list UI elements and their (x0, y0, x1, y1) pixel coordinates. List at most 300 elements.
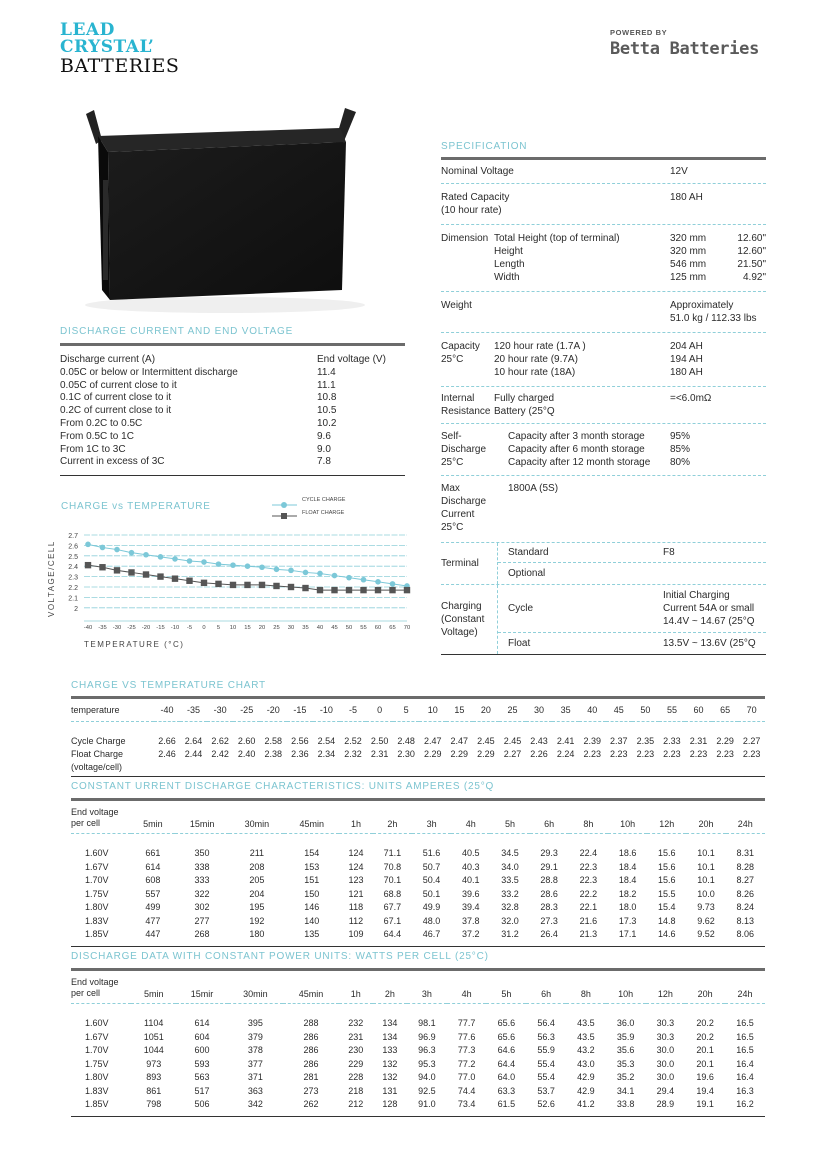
cell: 29.1 (540, 861, 558, 872)
x-tick-label: -25 (127, 625, 136, 631)
header-duration: 2h (387, 818, 398, 829)
x-axis-label: TEMPERATURE (°C) (84, 640, 185, 649)
table-header (71, 801, 765, 833)
cell: 109 (348, 929, 364, 940)
cell: 65.6 (497, 1018, 516, 1029)
cell: 2.48 (397, 735, 415, 746)
cell: 20.2 (696, 1031, 714, 1042)
storage: Capacity after 6 month storage (508, 444, 645, 455)
cell: 19.6 (696, 1072, 714, 1083)
label: 25°C (441, 457, 464, 468)
cell: 10.5 (317, 405, 337, 417)
cell: 2.58 (264, 735, 283, 746)
label: Nominal Voltage (441, 166, 514, 177)
table-row (71, 1017, 765, 1031)
chart-legend (272, 497, 346, 519)
cell: 2.32 (344, 748, 362, 759)
x-tick-label: -5 (186, 625, 193, 631)
value: 12V (670, 166, 688, 177)
cell: 499 (145, 902, 161, 913)
table-header (71, 699, 765, 721)
cell: 41.2 (577, 1099, 595, 1110)
cell: 1044 (143, 1045, 164, 1056)
cell: 19.4 (696, 1085, 714, 1096)
terminal-standard-value: F8 (663, 547, 675, 558)
cell: 10.0 (697, 888, 715, 899)
cell: 77.6 (457, 1031, 476, 1042)
x-tick-label: 30 (287, 625, 295, 631)
cell: 35.2 (616, 1072, 635, 1083)
legend-float-marker (281, 513, 287, 519)
cell: 228 (348, 1072, 364, 1083)
cycle-charge-point (216, 561, 222, 567)
float-charge-point (360, 587, 366, 593)
cell: From 1C to 3C (60, 443, 126, 455)
cell: 131 (382, 1085, 398, 1096)
header-line: per cell (71, 817, 101, 828)
cell: 77.2 (457, 1058, 476, 1069)
cell: 18.4 (618, 861, 637, 872)
cell: 10.2 (317, 417, 337, 429)
float-charge-point (404, 587, 410, 593)
x-tick-label: 35 (302, 625, 309, 631)
cell: 10.1 (697, 861, 715, 872)
cell: 2.23 (716, 748, 734, 759)
header-temp: 5 (403, 704, 409, 715)
rule (60, 343, 405, 346)
spec-weight (441, 292, 766, 332)
y-tick-label: 2.2 (68, 585, 78, 592)
label: Resistance (441, 406, 491, 417)
cell: 128 (382, 1099, 398, 1110)
power-discharge-title: DISCHARGE DATA WITH CONSTANT POWER UNITS: WATTS PER CELL (25°C) (71, 951, 489, 962)
desc: Battery (25°Q (494, 406, 555, 417)
header-duration: 8h (580, 988, 591, 999)
header-temp: -35 (187, 704, 201, 715)
cell: 371 (247, 1072, 263, 1083)
label: Rated Capacity (441, 192, 510, 203)
cell: 2.29 (450, 748, 469, 759)
cell: 56.3 (537, 1031, 555, 1042)
legend-cycle-label: CYCLE CHARGE (302, 497, 346, 503)
cell: 2.23 (689, 748, 708, 759)
label: 25°C (441, 522, 464, 533)
cell: 16.4 (736, 1058, 754, 1069)
cell: 134 (382, 1018, 398, 1029)
cell: 2.23 (663, 748, 681, 759)
cell: 33.2 (501, 888, 519, 899)
cycle-charge-point (129, 550, 135, 556)
cell: 11.4 (317, 366, 336, 378)
end-voltage: 1.60V (85, 848, 109, 859)
cell: 8.24 (736, 902, 755, 913)
cell: 64.4 (497, 1058, 516, 1069)
cell: 15.4 (658, 902, 676, 913)
float-charge-point (259, 582, 265, 588)
cell: 262 (303, 1099, 319, 1110)
discharge-current-title: DISCHARGE CURRENT AND END VOLTAGE (60, 326, 294, 337)
float-charge-point (85, 562, 91, 568)
desc: Fully charged (494, 393, 555, 404)
cell: 273 (303, 1085, 319, 1096)
cell: 153 (304, 861, 320, 872)
end-voltage: 1.85V (85, 929, 109, 940)
power-discharge-section (71, 951, 765, 1117)
label: Discharge (441, 444, 487, 455)
cell: 124 (348, 861, 364, 872)
header-temp: 30 (534, 704, 545, 715)
cell: 2.44 (184, 748, 203, 759)
cell: 2.23 (636, 748, 655, 759)
header-duration: 15mir (190, 988, 214, 999)
header-duration: 5min (143, 818, 163, 829)
cell: 2.56 (291, 735, 309, 746)
cell: 342 (247, 1099, 263, 1110)
value: Initial Charging (663, 590, 730, 601)
x-tick-label: 10 (229, 625, 237, 631)
cell: 2.23 (583, 748, 601, 759)
cell: 18.6 (618, 848, 637, 859)
cell: 118 (348, 902, 364, 913)
cell: 204 (249, 888, 265, 899)
cell: 73.4 (457, 1099, 476, 1110)
cell: 0.1C of current close to it (60, 392, 172, 404)
x-tick-label: 70 (403, 625, 411, 631)
float-charge-point (215, 581, 221, 587)
cell: 18.0 (618, 902, 637, 913)
cell: 286 (303, 1045, 319, 1056)
spec-charging (441, 585, 766, 654)
cycle-charge-point (375, 579, 381, 585)
table-row (60, 367, 405, 380)
header-temp: -25 (240, 704, 254, 715)
cell: 40.1 (462, 875, 480, 886)
cell: 557 (145, 888, 161, 899)
cell: 27.3 (540, 915, 558, 926)
y-tick-label: 2.7 (68, 533, 78, 540)
cell: 74.4 (457, 1085, 476, 1096)
table-header (71, 971, 765, 1003)
cell: 64.4 (383, 929, 402, 940)
end-voltage: 1.83V (85, 915, 109, 926)
table-row (71, 860, 765, 874)
cell: 37.2 (462, 929, 480, 940)
cell: 134 (382, 1031, 398, 1042)
cell: 22.4 (579, 848, 598, 859)
cell: 14.6 (658, 929, 676, 940)
cycle-charge-point (317, 571, 323, 577)
float-charge-point (157, 573, 163, 579)
cell: 2.45 (503, 735, 522, 746)
spec-terminal (441, 543, 766, 584)
header-duration: 8h (583, 818, 594, 829)
header-duration: 20h (698, 818, 714, 829)
header-duration: 6h (541, 988, 552, 999)
cell: 506 (194, 1099, 210, 1110)
cell: 32.0 (501, 915, 519, 926)
x-tick-label: 15 (244, 625, 251, 631)
table-row (71, 1044, 765, 1058)
table-row (71, 847, 765, 861)
spec-internal-resistance (441, 387, 766, 423)
cell: 20.2 (696, 1018, 714, 1029)
y-tick-label: 2.4 (68, 564, 78, 572)
value: 80% (670, 457, 691, 468)
header-temp: -40 (160, 704, 174, 715)
charge-vs-temperature-table (71, 699, 765, 773)
cell: 2.23 (742, 748, 761, 759)
label: Self- (441, 431, 462, 442)
header-temp: 35 (560, 704, 571, 715)
cell: 16.2 (736, 1099, 754, 1110)
cycle-charge-point (114, 547, 120, 553)
header-duration: 45min (299, 818, 324, 829)
y-tick-label: 2 (74, 605, 78, 613)
rule (441, 654, 766, 655)
float-charge-point (346, 587, 352, 593)
cell: 92.5 (418, 1085, 436, 1096)
cell: 52.6 (537, 1099, 555, 1110)
dim-mm: 320 mm (670, 246, 707, 257)
cell: 2.46 (158, 748, 176, 759)
cell: 2.30 (397, 748, 415, 759)
dim-in: 4.92" (742, 272, 766, 283)
cell: 212 (348, 1099, 364, 1110)
cell: 15.6 (658, 861, 676, 872)
cell: 10.1 (697, 848, 715, 859)
header-temp: -30 (213, 704, 227, 715)
cell: 2.39 (583, 735, 601, 746)
y-axis-label: VOLTAGE/CELL (47, 540, 56, 617)
cell: 288 (303, 1018, 319, 1029)
cell: 229 (348, 1058, 364, 1069)
cell: 39.6 (462, 888, 480, 899)
charging-cycle-label: Cycle (508, 603, 534, 614)
table-row (71, 887, 765, 901)
cell: 608 (145, 875, 161, 886)
header-duration: 5min (143, 988, 164, 999)
value: 194 AH (670, 354, 703, 365)
x-tick-label: 55 (360, 625, 367, 631)
cell: 95.3 (418, 1058, 436, 1069)
cell: 28.3 (540, 902, 558, 913)
cell: 56.4 (537, 1018, 555, 1029)
cell: 211 (249, 848, 265, 859)
spec-max-discharge (441, 476, 766, 542)
x-tick-label: -40 (83, 625, 93, 631)
cell: 9.0 (317, 443, 331, 455)
cell: 893 (146, 1072, 162, 1083)
current-discharge-section (71, 781, 765, 947)
rate: 10 hour rate (18A) (494, 367, 576, 378)
cell: 67.7 (383, 902, 402, 913)
cell: 150 (304, 888, 320, 899)
cell: 30.0 (656, 1072, 675, 1083)
cell: 8.31 (736, 848, 755, 859)
cell: 2.34 (317, 748, 336, 759)
value: Approximately (670, 300, 734, 311)
cell: 2.26 (530, 748, 548, 759)
header-temp: 20 (480, 704, 491, 715)
cell: 34.0 (501, 861, 519, 872)
table-row (60, 392, 405, 405)
cell: 2.29 (423, 748, 442, 759)
cell: 94.0 (418, 1072, 436, 1083)
float-charge-point (317, 587, 323, 593)
label: Current (441, 509, 475, 520)
cell: 661 (145, 848, 161, 859)
cycle-charge-point (245, 563, 251, 569)
header-duration: 10h (618, 988, 634, 999)
label: Charging (441, 601, 482, 612)
cell: 861 (146, 1085, 162, 1096)
cell: 71.1 (383, 848, 402, 859)
cell: 2.29 (477, 748, 495, 759)
end-voltage: 1.67V (85, 1031, 109, 1042)
logo-line-batteries: BATTERIES (60, 55, 180, 77)
dim-mm: 125 mm (670, 272, 707, 283)
cell: 2.38 (264, 748, 283, 759)
cell: 2.23 (610, 748, 628, 759)
header-temp: 65 (720, 704, 731, 715)
float-charge-point (99, 564, 105, 570)
cell: 8.06 (736, 929, 755, 940)
spec-self-discharge (441, 424, 766, 475)
cell: 35.9 (616, 1031, 635, 1042)
header-temperature: temperature (71, 704, 120, 715)
x-tick-label: 60 (374, 625, 382, 631)
header-temp: 45 (613, 704, 624, 715)
header-end-voltage: End voltage (V) (317, 354, 386, 365)
specification-section (441, 141, 766, 655)
header-duration: 6h (544, 818, 555, 829)
rule (71, 776, 765, 777)
cell: 77.7 (457, 1018, 476, 1029)
current-discharge-title: CONSTANT URRENT DISCHARGE CHARACTERISTICS: UNITS AMPERES (25°Q (71, 781, 495, 792)
cell: 124 (348, 848, 364, 859)
label: Voltage) (441, 627, 478, 638)
cycle-charge-point (201, 559, 207, 565)
header-discharge-current: Discharge current (A) (60, 354, 156, 365)
rate: 20 hour rate (9.7A) (494, 354, 578, 365)
cell: 1051 (143, 1031, 164, 1042)
y-tick-label: 2.6 (68, 543, 78, 551)
label: Terminal (441, 543, 498, 584)
temp-table-title: CHARGE VS TEMPERATURE CHART (71, 680, 266, 691)
cell: 2.31 (689, 735, 708, 746)
cell: 68.8 (383, 888, 402, 899)
table-row (71, 1030, 765, 1044)
cell: 2.60 (237, 735, 256, 746)
label: Max (441, 483, 460, 494)
cell: 231 (348, 1031, 364, 1042)
header-duration: 4h (465, 818, 476, 829)
cell: 333 (194, 875, 210, 886)
cell: 55.4 (537, 1072, 555, 1083)
cell: 151 (304, 875, 320, 886)
cell: 40.5 (462, 848, 480, 859)
cell: 277 (194, 915, 210, 926)
label: Discharge (441, 496, 487, 507)
header-temp: 50 (640, 704, 651, 715)
cell: 123 (348, 875, 364, 886)
cycle-charge-point (303, 570, 309, 576)
cell: 798 (146, 1099, 162, 1110)
cell: 8.27 (736, 875, 755, 886)
cell: 447 (145, 929, 161, 940)
specification-title: SPECIFICATION (441, 141, 528, 152)
header-duration: 24h (737, 988, 753, 999)
cell: 43.5 (577, 1018, 595, 1029)
cell: 96.9 (418, 1031, 436, 1042)
table-row (71, 1057, 765, 1071)
cell: 67.1 (383, 915, 402, 926)
discharge-current-section (60, 326, 405, 476)
cell: 30.0 (656, 1058, 675, 1069)
table-row (71, 1084, 765, 1098)
header-temp: -20 (266, 704, 280, 715)
spec-rated-capacity (441, 184, 766, 224)
cell: 50.7 (422, 861, 441, 872)
cell: 338 (194, 861, 210, 872)
header-duration: 30min (244, 818, 270, 829)
cell: 30.3 (656, 1031, 675, 1042)
rule (71, 946, 765, 947)
float-charge-point (288, 584, 294, 590)
cell: 517 (194, 1085, 210, 1096)
table-row (60, 431, 405, 444)
cell: 2.62 (211, 735, 229, 746)
float-charge-point (128, 569, 134, 575)
cell: 2.29 (716, 735, 734, 746)
cell: 2.45 (477, 735, 495, 746)
spec-nominal-voltage (441, 160, 766, 183)
dim-in: 12.60" (737, 246, 766, 257)
cell: 2.47 (450, 735, 469, 746)
cell: 322 (194, 888, 210, 899)
cell: 43.2 (577, 1045, 595, 1056)
y-tick-label: 2.5 (68, 553, 78, 561)
x-tick-label: -35 (98, 625, 107, 631)
label: (Constant (441, 614, 485, 625)
cell: 218 (348, 1085, 364, 1096)
cell: 15.6 (658, 848, 676, 859)
cell: 973 (146, 1058, 162, 1069)
header-duration: 45min (298, 988, 324, 999)
header-end-voltage (71, 971, 131, 1003)
x-tick-label: -10 (170, 625, 180, 631)
value: 95% (670, 431, 691, 442)
header-duration: 1h (350, 988, 361, 999)
x-tick-label: 50 (345, 625, 353, 631)
header-duration: 5h (504, 818, 515, 829)
table-row (60, 405, 405, 418)
end-voltage: 1.75V (85, 888, 109, 899)
label: (10 hour rate) (441, 205, 502, 216)
cell: 28.9 (656, 1099, 675, 1110)
chart-title: CHARGE vs TEMPERATURE (61, 501, 211, 512)
cell: 2.43 (530, 735, 548, 746)
cell: 2.47 (423, 735, 442, 746)
cell: 16.4 (736, 1072, 754, 1083)
label: Capacity (441, 341, 480, 352)
header-line: per cell (71, 987, 101, 998)
value: 51.0 kg / 112.33 lbs (670, 313, 757, 324)
float-charge-point (302, 585, 308, 591)
cell: 50.4 (422, 875, 441, 886)
x-tick-label: 45 (331, 625, 338, 631)
partner-name: Betta Batteries (610, 39, 760, 59)
